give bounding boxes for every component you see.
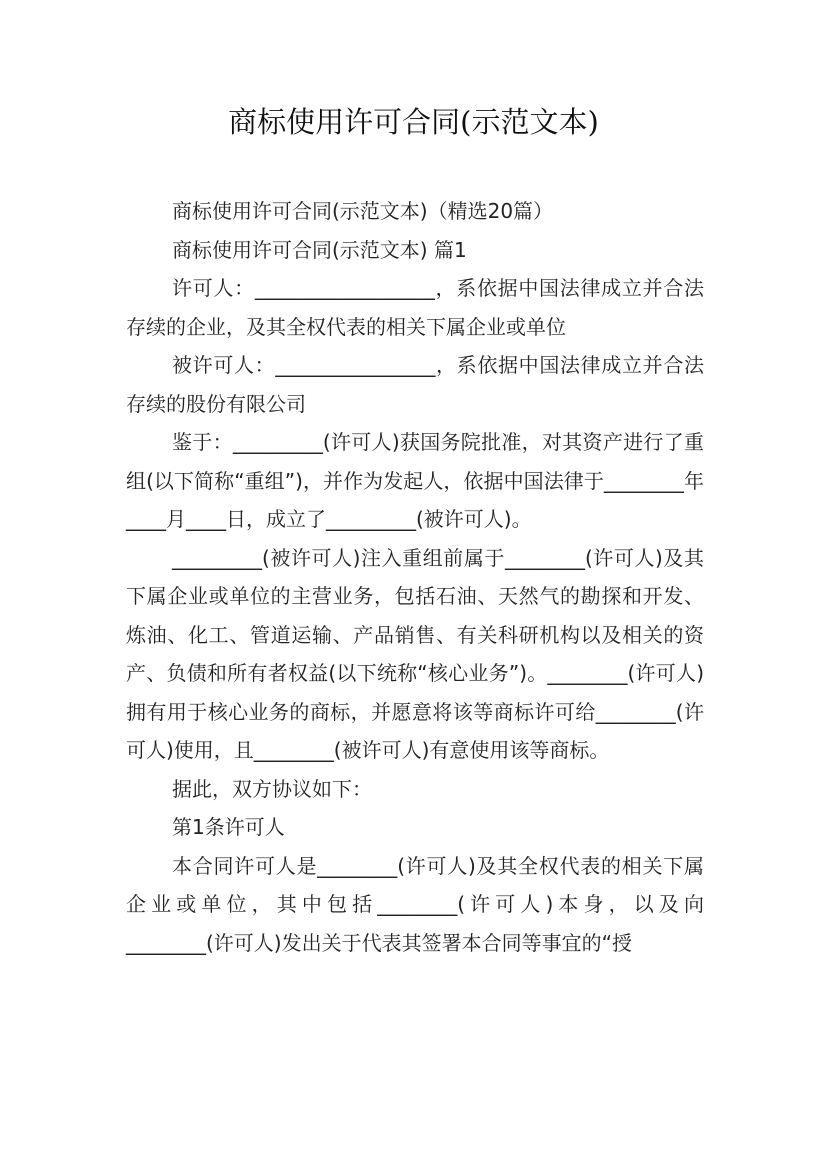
article-1-heading: 第1条许可人	[172, 815, 285, 839]
agreement-paragraph: 据此，双方协议如下：	[172, 776, 372, 801]
section-heading: 商标使用许可合同(示范文本) 篇1	[172, 237, 467, 262]
subtitle-paragraph: 商标使用许可合同(示范文本)（精选20篇）	[172, 199, 554, 223]
document-body	[126, 192, 704, 962]
document-title: 商标使用许可合同(示范文本)	[228, 105, 599, 139]
core-business-paragraph: _________(被许可人)注入重组前属于________(许可人)及其下属企业或单位的主营业务，包括石油、天然气的勘探和开发、炼油、化工、管道运输、产品销售、有关科研机构以及相关的资产、负债和所有者权益(以下统称“核心业务”)。________(许可人)拥有用于核心业务的商标，并愿意将该等商标许可给________(许可人)使用，且________(被许可人)有意使用该等商标。	[126, 545, 704, 762]
whereas-paragraph: 鉴于：_________(许可人)获国务院批准，对其资产进行了重组(以下简称“重组”)，并作为发起人，依据中国法律于________年____月____日，成立了_________(被许可人)。	[126, 430, 704, 531]
licensee-paragraph: 被许可人：________________，系依据中国法律成立并合法存续的股份有限公司	[126, 353, 704, 416]
article-1-paragraph: 本合同许可人是________(许可人)及其全权代表的相关下属企业或单位，其中包括________(许可人)本身，以及向________(许可人)发出关于代表其签署本合同等事宜的“授	[126, 853, 704, 955]
licensor-paragraph: 许可人：__________________，系依据中国法律成立并合法存续的企业，及其全权代表的相关下属企业或单位	[126, 276, 704, 339]
